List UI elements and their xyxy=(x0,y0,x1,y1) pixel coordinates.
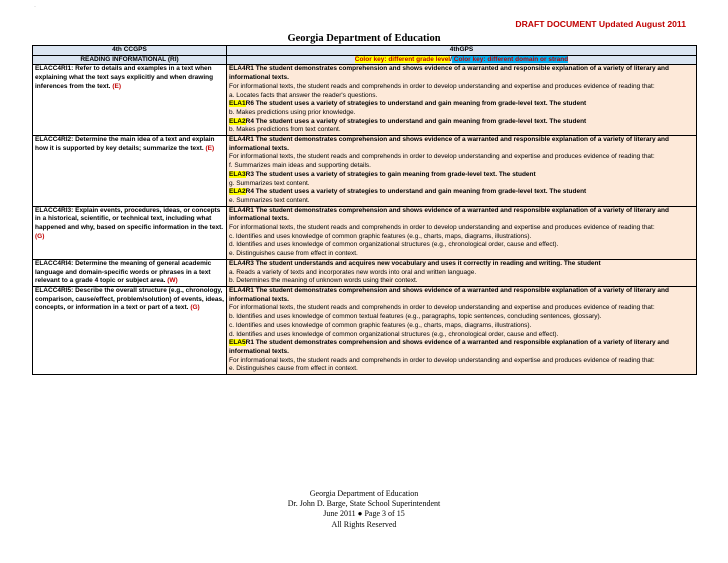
gps-text: ELA4R1 The student demonstrates comprehension and shows evidence of a warranted and responsible explanation of a variety of literary and informational texts. xyxy=(229,65,669,82)
gps-text: e. Distinguishes cause from effect in context. xyxy=(229,365,358,373)
gps-code-highlight: ELA1 xyxy=(229,100,246,108)
ccgps-standard xyxy=(33,65,227,136)
standard-row xyxy=(33,286,697,374)
gps-standards xyxy=(227,65,697,136)
gps-text: For informational texts, the student reads and comprehends in order to develop understanding and expertise and produces evidence of reading that: xyxy=(229,153,655,161)
footer-superintendent: Dr. John D. Barge, State School Superintendent xyxy=(287,499,441,509)
gps-text: R4 The student uses a variety of strategies to understand and gain meaning from grade-level text. The student xyxy=(245,188,587,196)
domain-header: READING INFORMATIONAL (RI) xyxy=(33,55,227,65)
gps-text: c. Identifies and uses knowledge of common graphic features (e.g., charts, maps, diagrams, illustrations). xyxy=(229,321,532,329)
gps-text: e. Distinguishes cause from effect in context. xyxy=(229,250,358,258)
gps-text: c. Identifies and uses knowledge of common graphic features (e.g., charts, maps, diagrams, illustrations). xyxy=(229,232,532,240)
standard-row xyxy=(33,259,697,286)
standard-text: Refer to details and examples in a text when explaining what the text says explicitly and when drawing inferences from the text. xyxy=(35,65,214,90)
gps-line xyxy=(229,224,694,233)
page-footer xyxy=(0,489,728,530)
gps-text: b. Makes predictions using prior knowledge. xyxy=(229,108,356,116)
gps-text: b. Determines the meaning of unknown words using their context. xyxy=(229,277,418,285)
gps-header: 4thGPS xyxy=(227,46,697,56)
ccgps-standard xyxy=(33,286,227,374)
gps-line xyxy=(229,180,694,189)
gps-line xyxy=(229,339,694,356)
standard-code: ELACC4RI5: xyxy=(35,286,74,294)
gps-text: d. Identifies and uses knowledge of common organizational structures (e.g., chronological order, cause and effect). xyxy=(229,330,559,338)
gps-line xyxy=(229,313,694,322)
gps-line xyxy=(229,118,694,127)
standard-code: ELACC4RI3: xyxy=(35,206,74,214)
gps-text: a. Locates facts that answer the reader's questions. xyxy=(229,91,378,99)
gps-line xyxy=(229,92,694,101)
gps-code-highlight: ELA2 xyxy=(229,117,246,125)
color-key-grade: Color key: different grade level xyxy=(354,55,451,63)
gps-text: R1 The student demonstrates comprehension and shows evidence of a warranted and responsible explanation of a variety of literary and informational texts. xyxy=(229,339,669,355)
standard-tag: (W) xyxy=(167,277,178,285)
ccgps-standard xyxy=(33,136,227,207)
gps-line xyxy=(229,197,694,206)
gps-line xyxy=(229,136,694,153)
gps-text: For informational texts, the student reads and comprehends in order to develop understanding and expertise and produces evidence of reading that: xyxy=(229,356,655,364)
gps-line xyxy=(229,188,694,197)
standard-row xyxy=(33,136,697,207)
ccgps-standard xyxy=(33,206,227,259)
standard-code: ELACC4RI1: xyxy=(35,65,74,73)
draft-notice: DRAFT DOCUMENT Updated August 2011 xyxy=(515,19,686,29)
gps-text: g. Summarizes text content. xyxy=(229,179,310,187)
color-key-domain: Color key: different domain or strand xyxy=(451,55,569,63)
gps-line xyxy=(229,171,694,180)
gps-standards xyxy=(227,259,697,286)
page-title: Georgia Department of Education xyxy=(287,33,441,44)
gps-line xyxy=(229,357,694,366)
gps-line xyxy=(229,207,694,224)
gps-text: R3 The student uses a variety of strategies to gain meaning from grade-level text. The student xyxy=(245,170,536,178)
gps-line xyxy=(229,233,694,242)
gps-text: a. Reads a variety of texts and incorporates new words into oral and written language. xyxy=(229,268,477,276)
gps-text: f. Summarizes main ideas and supporting details. xyxy=(229,162,371,170)
gps-line xyxy=(229,241,694,250)
standards-table xyxy=(32,45,697,375)
gps-line xyxy=(229,277,694,286)
standard-row xyxy=(33,65,697,136)
gps-line xyxy=(229,322,694,331)
gps-line xyxy=(229,287,694,304)
standard-tag: (G) xyxy=(190,304,200,312)
gps-line xyxy=(229,331,694,340)
standard-tag: (G) xyxy=(35,232,45,240)
gps-text: b. Makes predictions from text content. xyxy=(229,126,341,134)
footer-page: June 2011 ● Page 3 of 15 xyxy=(323,509,405,519)
gps-line xyxy=(229,365,694,374)
gps-line xyxy=(229,250,694,259)
gps-code-highlight: ELA3 xyxy=(229,170,246,178)
standard-text: Determine the meaning of general academic language and domain-specific words or phrases in a text relevant to a grade 4 topic or subject area. xyxy=(35,259,212,285)
header-row-2 xyxy=(33,55,697,65)
gps-line xyxy=(229,83,694,92)
gps-text: ELA4R1 The student demonstrates comprehension and shows evidence of a warranted and responsible explanation of a variety of literary and informational texts. xyxy=(229,286,669,303)
standard-code: ELACC4RI4: xyxy=(35,259,74,267)
header-row-1 xyxy=(33,46,697,56)
gps-line xyxy=(229,65,694,82)
corner-mark: · xyxy=(34,4,36,10)
gps-code-highlight: ELA5 xyxy=(229,339,246,347)
gps-line xyxy=(229,126,694,135)
ccgps-header: 4th CCGPS xyxy=(33,46,227,56)
gps-line xyxy=(229,304,694,313)
gps-text: b. Identifies and uses knowledge of common textual features (e.g., paragraphs, topic sentences, concluding sentences, glossary). xyxy=(229,313,602,321)
gps-line xyxy=(229,109,694,118)
standard-text: Explain events, procedures, ideas, or concepts in a historical, scientific, or technical text, including what happened and why, based on specific information in the text. xyxy=(35,206,224,232)
standard-text: Determine the main idea of a text and explain how it is supported by key details; summarize the text. xyxy=(35,136,215,152)
gps-code-highlight: ELA2 xyxy=(229,188,246,196)
gps-line xyxy=(229,269,694,278)
gps-text: ELA4R1 The student demonstrates comprehension and shows evidence of a warranted and responsible explanation of a variety of literary and informational texts. xyxy=(229,206,669,223)
footer-org: Georgia Department of Education xyxy=(309,489,419,498)
gps-text: For informational texts, the student reads and comprehends in order to develop understanding and expertise and produces evidence of reading that: xyxy=(229,224,655,232)
gps-text: ELA4R3 The student understands and acquires new vocabulary and uses it correctly in reading and writing. The student xyxy=(229,259,601,267)
gps-standards xyxy=(227,136,697,207)
gps-standards xyxy=(227,286,697,374)
standard-tag: (E) xyxy=(112,82,121,90)
gps-text: ELA4R1 The student demonstrates comprehension and shows evidence of a warranted and responsible explanation of a variety of literary and informational texts. xyxy=(229,136,669,152)
gps-text: For informational texts, the student reads and comprehends in order to develop understanding and expertise and produces evidence of reading that: xyxy=(229,304,655,312)
gps-standards xyxy=(227,206,697,259)
standard-text: Describe the overall structure (e.g., chronology, comparison, cause/effect, problem/solution) of events, ideas, concepts, or information in a text or part of a text. xyxy=(35,286,224,312)
color-key xyxy=(227,55,697,65)
standard-row xyxy=(33,206,697,259)
standard-code: ELACC4RI2: xyxy=(35,136,74,144)
gps-text: R4 The student uses a variety of strategies to understand and gain meaning from grade-level text. The student xyxy=(245,117,587,125)
gps-line xyxy=(229,260,694,269)
gps-text: For informational texts, the student reads and comprehends in order to develop understanding and expertise and produces evidence of reading that: xyxy=(229,82,655,90)
gps-text: R6 The student uses a variety of strategies to understand and gain meaning from grade-level text. The student xyxy=(245,100,587,108)
standard-tag: (E) xyxy=(205,144,215,152)
gps-text: d. Identifies and uses knowledge of common organizational structures (e.g., chronological order, cause and effect). xyxy=(229,241,559,249)
gps-line xyxy=(229,100,694,109)
footer-rights: All Rights Reserved xyxy=(331,519,397,529)
gps-line xyxy=(229,153,694,162)
ccgps-standard xyxy=(33,259,227,286)
gps-text: e. Summarizes text content. xyxy=(229,196,310,204)
gps-line xyxy=(229,162,694,171)
